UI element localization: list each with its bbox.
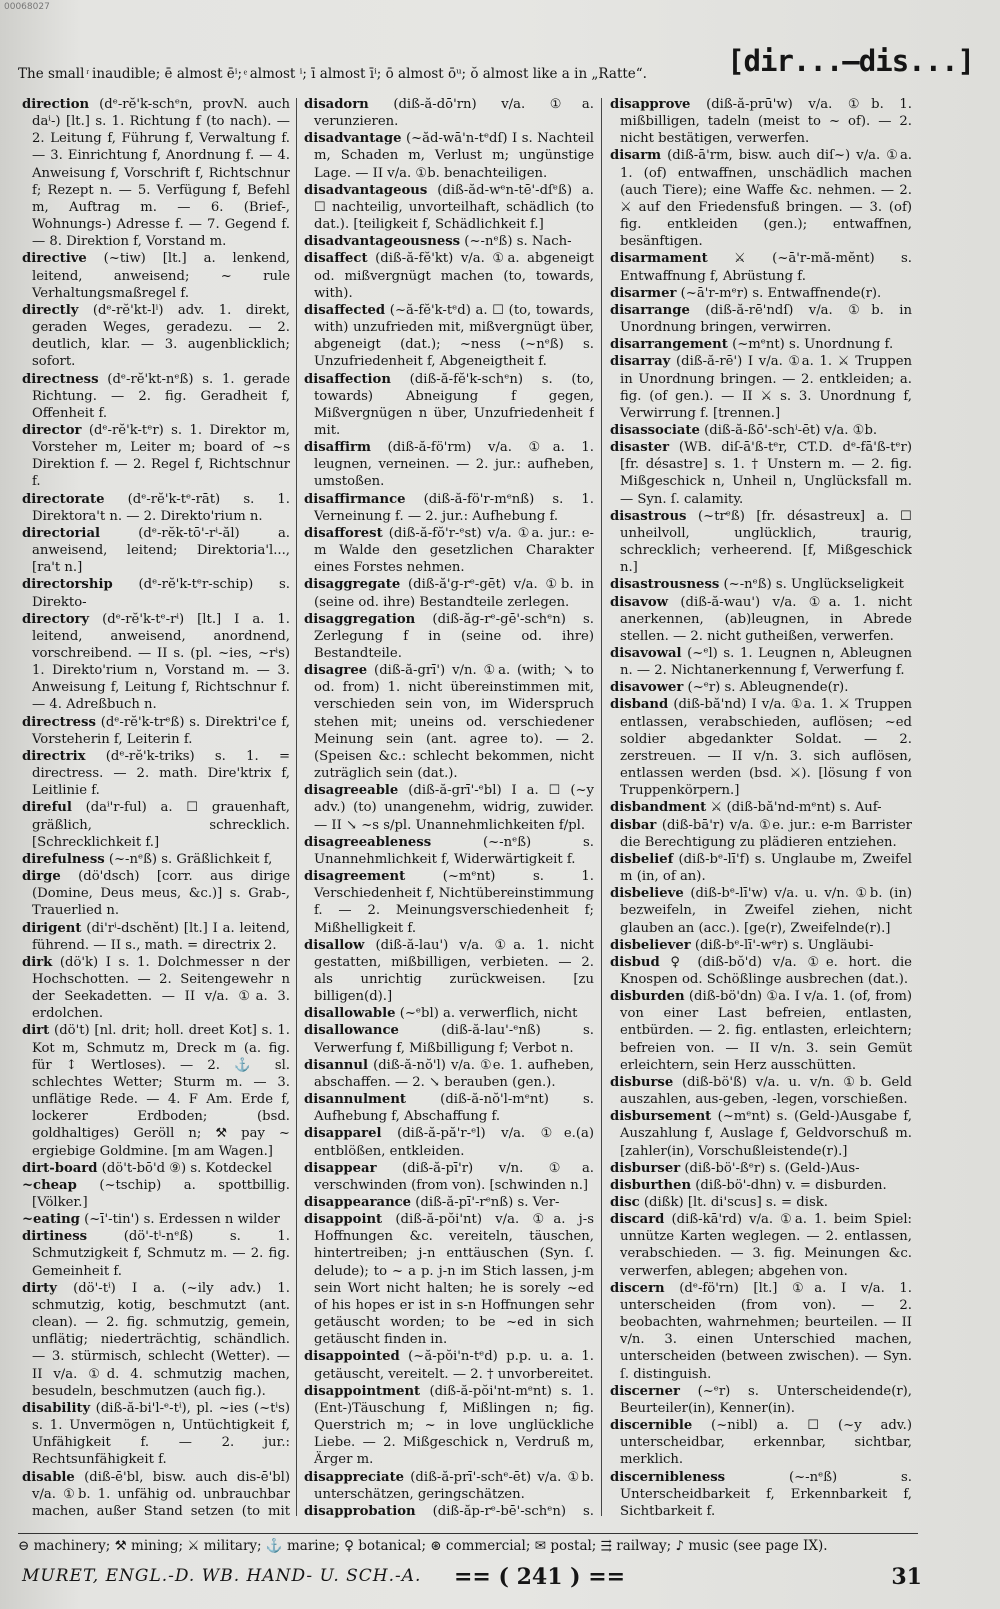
dictionary-entry — [22, 920, 290, 954]
dictionary-entry — [610, 817, 912, 851]
entry-definition: (diß-bö'-dhn) v. = disburden. — [691, 1177, 887, 1193]
column-2 — [304, 96, 594, 1520]
headword: disadvantage — [304, 131, 402, 147]
entry-definition: (~ă-fĕ'k-tᵉd) a. ☐ (to, towards, with) unzufrieden mit, mißvergnügt über, abgeneigt (dat.); ~ness (~nᵉß) s. Unzufriedenheit f, Abgeneigtheit f. — [314, 302, 594, 370]
entry-definition: (dißk) [lt. di'scus] s. = disk. — [639, 1195, 828, 1210]
headword: disable — [22, 1469, 75, 1485]
headword: disarmer — [610, 285, 677, 301]
dictionary-entry — [22, 302, 290, 371]
dictionary-entry — [304, 1348, 594, 1382]
entry-definition: (diß-ă'g-rᵉ-gēt) v/a. ①b. in (seine od. ihre) Bestandteile zerlegen. — [314, 577, 594, 610]
dictionary-entry — [610, 696, 912, 799]
headword: disavow — [610, 594, 669, 610]
entry-definition: (diß-ăp-rᵉ-bē'-schᵉn) s. — [432, 1503, 594, 1519]
headword: disavower — [610, 680, 684, 696]
headword: disburse — [610, 1074, 674, 1090]
entry-definition: (~-nᵉß) s. Nach- — [460, 234, 572, 250]
entry-definition: (diß-ă-fĕ'k-schᵉn) s. (to, towards) Abneigung f gegen, Mißvergnügen n über, Unzufriedenheit f mit. — [314, 371, 594, 438]
dictionary-entry — [304, 1194, 594, 1211]
headword: disastrous — [610, 508, 687, 524]
dictionary-entry — [304, 782, 594, 833]
entry-definition: (~-nᵉß) s. Gräßlichkeit f, — [104, 851, 273, 867]
headword: dirty — [22, 1280, 57, 1296]
headword: disaster — [610, 440, 670, 456]
headword: disapprove — [610, 97, 691, 112]
dictionary-entry — [610, 285, 912, 302]
entry-definition: (diß-ă-rē'ndſ) v/a. ①b. in Unordnung bringen, verwirren. — [620, 302, 912, 336]
entry-definition: (~-nᵉß) s. Unannehmlichkeit f, Widerwärtigkeit f. — [314, 834, 594, 867]
entry-definition: (diß-ă-prī'-schᵉ-ēt) v/a. ①b. unterschätzen, geringschätzen. — [314, 1469, 594, 1502]
entry-definition: (diß-ă-lau') v/a. ①a. 1. nicht gestatten, mißbilligen, verbieten. — 2. als unrichtig zurückweisen. [zu billigen(d).] — [314, 937, 594, 1005]
entry-definition: (diß-ă-pŏi'nt) v/a. ①a. j-s Hoffnungen &c. vereiteln, täuschen, hintertreiben; j-n enttäuschen (Syn. ſ. delude); to ~ a p. j-n im Stich lassen, j-m sein Wort nicht halten; he is sorely ~ed of his hopes er ist in s-n Hoffnungen sehr getäuscht worden; to be ~ed in sich getäuscht finden in. — [314, 1212, 594, 1348]
headword: disallow — [304, 937, 365, 953]
headword: discernibleness — [610, 1469, 726, 1485]
entry-definition: (~ăd-wā'n-tᵉdſ) I s. Nachteil m, Schaden m, Verlust m; ungünstige Lage. — II v/a. ①b. benachteiligen. — [314, 131, 594, 181]
headword: directorate — [22, 491, 105, 507]
dictionary-entry — [610, 576, 912, 593]
dictionary-entry — [304, 1160, 594, 1194]
dictionary-entry — [610, 988, 912, 1074]
entry-definition: (diß-ă-rē') I v/a. ①a. 1. ⚔ Truppen in Unordnung bringen. — 2. entkleiden; a. fig. (of gen.). — II ⚔ s. 3. Unordnung f, Verwirrung f. [trennen.] — [620, 354, 912, 421]
dictionary-entry — [304, 1383, 594, 1469]
dictionary-entry — [610, 1280, 912, 1383]
dictionary-entry — [610, 594, 912, 645]
dictionary-entry — [304, 250, 594, 301]
entry-definition: (diß-ă-prū'w) v/a. ①b. 1. mißbilligen, tadeln (meist to ~ of). — 2. nicht bestätigen, verwerfen. — [620, 97, 912, 147]
entry-definition: (daⁱ'r-ful) a. ☐ grauenhaft, gräßlich, schrecklich. [Schrecklichkeit f.] — [32, 800, 290, 850]
entry-definition: (dᵉ-rĕ'k-triks) s. 1. = directress. — 2. math. Dire'ktrix f, Leitlinie f. — [32, 748, 290, 799]
dictionary-entry — [304, 233, 594, 250]
dictionary-entry — [610, 1177, 912, 1194]
headword: disapprobation — [304, 1503, 416, 1519]
dictionary-entry — [610, 679, 912, 696]
dictionary-entry — [304, 1057, 594, 1091]
dictionary-entry — [610, 302, 912, 336]
entry-definition: (dö'k) I s. 1. Dolchmesser n der Hochschotten. — 2. Seitengewehr n der Seekadetten. — II v/a. ①a. 3. erdolchen. — [32, 954, 290, 1022]
entry-definition: (diß-bö'-ßᵉr) s. (Geld-)Aus- — [680, 1160, 860, 1176]
dictionary-entry — [22, 1211, 290, 1228]
dictionary-entry — [610, 96, 912, 147]
entry-definition: (diß-ă-lau'-ᵉnß) s. Verwerfung f, Mißbilligung f; Verbot n. — [314, 1023, 594, 1056]
entry-definition: (di'rⁱ-dschĕnt) [lt.] I a. leitend, führend. — II s., math. = directrix 2. — [32, 920, 290, 953]
dictionary-entry — [610, 1469, 912, 1520]
dictionary-entry — [610, 1160, 912, 1177]
dictionary-entry — [304, 371, 594, 440]
entry-definition: (~ᵉl) s. 1. Leugnen n, Ableugnen n. — 2. Nichtanerkennung f, Verwerfung f. — [620, 646, 912, 679]
headword: disadvantageousness — [304, 234, 461, 250]
entry-definition: (~ᵉr) s. Ableugnende(r). — [683, 680, 849, 696]
entry-definition: (diß-ă-fö'r-mᵉnß) s. 1. Verneinung f. — 2. jur.: Aufhebung f. — [314, 491, 594, 524]
dictionary-entry — [22, 714, 290, 748]
guide-words: [dir...—dis...] — [727, 44, 974, 78]
dictionary-entry — [22, 422, 290, 491]
headword: disburthen — [610, 1177, 692, 1193]
headword: disburden — [610, 989, 685, 1005]
dictionary-entry — [610, 1074, 912, 1108]
entry-definition: (diß-bö'dn) ①a. I v/a. 1. (of, from) von einer Last befreien, entlasten, entbürden. — 2. fig. entlasten, erleichtern; befreien von. — II v/n. 3. sein Gemüt erleichtern, sein Herz ausschütten. — [620, 989, 912, 1073]
headword: discern — [610, 1280, 665, 1296]
page-footer — [22, 1564, 922, 1598]
dictionary-entry — [22, 576, 290, 610]
dictionary-entry — [610, 439, 912, 508]
dictionary-entry — [610, 1211, 912, 1280]
headword: directrix — [22, 748, 86, 764]
dictionary-entry — [304, 302, 594, 371]
headword: disagreeable — [304, 783, 399, 799]
headword: disbeliever — [610, 937, 691, 953]
entry-definition: (dᵉ-rĕ'k-tᵉr-schip) s. Direkto- — [32, 577, 290, 610]
headword: disaggregation — [304, 611, 416, 627]
headword: disc — [610, 1195, 640, 1210]
headword: directive — [22, 251, 87, 267]
entry-definition: (dᵉ-rĕk-tō'-rⁱ-ăl) a. anweisend, leitend; Direktoria'l..., [ra't n.] — [32, 525, 290, 576]
headword: discerner — [610, 1383, 680, 1399]
headword: direfulness — [22, 851, 105, 867]
dictionary-entry — [610, 353, 912, 422]
entry-definition: (~mᵉnt) s. (Geld-)Ausgabe f, Auszahlung f, Auslage f, Geldvorschuß m. [zahler(in), Vorschußleistende(r).] — [620, 1109, 912, 1159]
headword: dirt-board — [22, 1160, 98, 1176]
headword: disappoint — [304, 1212, 383, 1228]
pronunciation-key: The small ͬ inaudible; ē almost ēⁱ; ͤ almost ⁱ; ī almost īⁱ; ō almost ōᵘ; ŏ almost like a in „Ratte“. — [18, 66, 647, 82]
dictionary-entry — [22, 851, 290, 868]
page-number: == ( 241 ) == — [454, 1564, 626, 1590]
headword: disarrangement — [610, 337, 728, 353]
dictionary-entry — [22, 748, 290, 799]
entry-definition: (diß-kā'rd) v/a. ①a. 1. beim Spiel: unnütze Karten weglegen. — 2. entlassen, verabschieden. — 3. fig. Meinungen &c. verwerfen, ablegen; abgehen von. — [620, 1212, 912, 1279]
headword: direction — [22, 97, 90, 112]
symbol-legend: ⊖ machinery; ⚒ mining; ⚔ military; ⚓ marine; ♀ botanical; ⊛ commercial; ✉ postal; ⇶ railway; ♪ music (see page IX). — [18, 1533, 918, 1554]
dictionary-entry — [610, 508, 912, 577]
dictionary-entry — [22, 1022, 290, 1159]
entry-definition: (diß-ă-grī'-ᵉbl) I a. ☐ (~y adv.) (to) unangenehm, widrig, zuwider. — II ↘ ~s s/pl. Unannehmlichkeiten f/pl. — [314, 783, 594, 833]
dictionary-entry — [610, 645, 912, 679]
headword: disarray — [610, 354, 671, 370]
column-divider — [601, 98, 602, 1516]
dictionary-entry — [610, 250, 912, 284]
entry-definition: (dö'dsch) [corr. aus dirige (Domine, Deus meus, &c.)] s. Grab-, Trauerlied n. — [32, 869, 290, 919]
headword: discard — [610, 1212, 665, 1228]
entry-definition: ⚔ (~ā'r-mă-mĕnt) s. Entwaffnung f, Abrüstung f. — [620, 251, 912, 284]
headword: disbelief — [610, 851, 674, 867]
entry-definition: (diß-ă-nŏ'l-mᵉnt) s. Aufhebung f, Abschaffung f. — [314, 1092, 594, 1125]
entry-definition: (dᵉ-rĕ'k-trᵉß) s. Direktri'ce f, Vorsteherin f, Leiterin f. — [32, 714, 290, 747]
entry-definition: (diß-ă-ßō'-schⁱ-ēt) v/a. ①b. — [699, 422, 878, 438]
headword: direful — [22, 800, 72, 816]
entry-definition: (~trᵉß) [fr. désastreux] a. ☐ unheilvoll, unglücklich, traurig, schrecklich; verheerend. [f, Mißgeschick n.] — [620, 508, 912, 576]
headword: disagreement — [304, 869, 406, 885]
headword: discernible — [610, 1418, 693, 1434]
dictionary-entry — [304, 868, 594, 937]
dictionary-entry — [304, 834, 594, 868]
dictionary-entry — [304, 130, 594, 181]
dictionary-entry — [22, 491, 290, 525]
entry-definition: (~tiw) [lt.] a. lenkend, leitend, anweisend; ~ rule Verhaltungsmaßregel f. — [32, 251, 290, 301]
headword: directress — [22, 714, 96, 730]
headword: disavowal — [610, 646, 682, 661]
headword: dirt — [22, 1023, 50, 1039]
headword: disbandment — [610, 800, 707, 816]
headword: disagreeableness — [304, 834, 432, 850]
dictionary-entry — [22, 1469, 290, 1521]
headword: disaffirm — [304, 440, 371, 456]
dictionary-entry — [304, 1022, 594, 1056]
dictionary-entry — [22, 868, 290, 919]
entry-definition: (diß-ă-pī'r) v/n. ①a. verschwinden (from von). [schwinden n.] — [314, 1160, 594, 1193]
headword: disbelieve — [610, 886, 684, 902]
entry-definition: (~-nᵉß) s. Unterscheidbarkeit f, Erkennbarkeit f, Sichtbarkeit f. — [620, 1469, 912, 1519]
dictionary-entry — [610, 1108, 912, 1159]
dictionary-entry — [610, 1417, 912, 1468]
publisher-line: MURET, ENGL.-D. WB. HAND- U. SCH.-A. — [22, 1566, 422, 1586]
dictionary-entry — [304, 182, 594, 233]
headword: dirigent — [22, 920, 82, 936]
headword: disappointment — [304, 1383, 421, 1399]
headword: disallowance — [304, 1023, 399, 1039]
headword: disaffirmance — [304, 491, 406, 507]
entry-definition: ⚔ (diß-bă'nd-mᵉnt) s. Auf- — [706, 800, 882, 816]
dictionary-entry — [610, 1383, 912, 1417]
entry-definition: (diß-ă-bi'l-ᵉ-tⁱ), pl. ~ies (~tⁱs) s. 1. Unvermögen n, Untüchtigkeit f, Unfähigkeit f. — 2. jur.: Rechtsunfähigkeit f. — [32, 1400, 290, 1468]
entry-definition: (dᵉ-rĕ'kt-lⁱ) adv. 1. direkt, geraden Weges, geradezu. — 2. deutlich, klar. — 3. augenblicklich; sofort. — [32, 302, 290, 370]
dictionary-entry — [22, 1160, 290, 1177]
headword: disarrange — [610, 302, 690, 318]
dictionary-entry — [610, 851, 912, 885]
headword: disannul — [304, 1057, 368, 1073]
headword: disbar — [610, 817, 657, 833]
entry-definition: (dö't) [nl. drit; holl. dreet Kot] s. 1. Kot m, Schmutz m, Dreck m (a. fig. für ↕ Wertloses). — 2. ⚓ sl. schlechtes Wetter; Sturm m. — 3. unflätige Rede. — 4. F Am. Erde f, lockerer Erdboden; (bsd. goldhaltiges) Geröll n; ⚒ pay ~ ergiebige Goldmine. [m am Wagen.] — [32, 1023, 290, 1159]
headword: dirge — [22, 869, 61, 885]
entry-definition: (diß-bö'ß) v/a. u. v/n. ①b. Geld auszahlen, aus-geben, -legen, vorschießen. — [620, 1074, 912, 1108]
entry-definition: ♀ (diß-bŏ'd) v/a. ①e. hort. die Knospen od. Schößlinge ausbrechen (dat.). — [620, 954, 912, 987]
dictionary-entry — [304, 525, 594, 576]
entry-definition: (diß-ă-fĕ'kt) v/a. ①a. abgeneigt od. mißvergnügt machen (to, towards, with). — [314, 251, 594, 301]
dictionary-entry — [304, 1125, 594, 1159]
entry-definition: (dᵉ-rĕ'k-tᵉr) s. 1. Direktor m, Vorsteher m, Leiter m; board of ~s Direktion f. — 2. Regel f, Richtschnur f. — [32, 422, 290, 490]
entry-definition: (dö't-bō'd ⑨) s. Kotdeckel — [97, 1160, 272, 1176]
dictionary-entry — [610, 1194, 912, 1211]
headword: disadorn — [304, 97, 369, 112]
entry-definition: (diß-ē'bl, bisw. auch dis-ē'bl) v/a. ①b. 1. unfähig od. unbrauchbar machen, außer Stand setzen (to mit — [32, 1469, 290, 1519]
dictionary-entry — [304, 96, 594, 130]
dictionary-entry — [304, 611, 594, 662]
headword: disappearance — [304, 1195, 412, 1210]
entry-definition: (diß-bᵉ-lī'f) s. Unglaube m, Zweifel m (in, of an). — [620, 851, 912, 885]
dictionary-entry — [304, 491, 594, 525]
dictionary-entry — [304, 937, 594, 1006]
dictionary-entry — [304, 576, 594, 610]
entry-definition: (~ă-pŏi'n-tᵉd) p.p. u. a. 1. getäuscht, vereitelt. — 2. † unvorbereitet. — [314, 1349, 594, 1382]
headword: disassociate — [610, 422, 700, 438]
entry-definition: (diß-ă-nŏ'l) v/a. ①e. 1. aufheben, abschaffen. — 2. ↘ berauben (gen.). — [314, 1057, 594, 1090]
entry-definition: (diß-bă'nd) I v/a. ①a. 1. ⚔ Truppen entlassen, verabschieden, auflösen; ~ed soldier abgedankter Soldat. — 2. zerstreuen. — II v/n. 3. sich auflösen, entlassen werden (bsd. ⚔). [lösung f von Truppenkörpern.] — [620, 697, 912, 799]
entry-definition: (~ᵉbl) a. verwerflich, nicht — [395, 1006, 578, 1022]
headword: disband — [610, 697, 669, 713]
headword: ~cheap — [22, 1177, 77, 1193]
entry-definition: (diß-ă-pă'r-ᵉl) v/a. ①e.(a) entblößen, entkleiden. — [314, 1126, 594, 1159]
dictionary-entry — [22, 611, 290, 714]
headword: directly — [22, 302, 79, 318]
entry-definition: (~mᵉnt) s. 1. Verschiedenheit f, Nichtübereinstimmung f. — 2. Meinungsverschiedenheit f; Mißhelligkeit f. — [314, 869, 594, 936]
dictionary-entry — [22, 799, 290, 850]
headword: disarmament — [610, 251, 708, 267]
headword: directory — [22, 611, 90, 627]
dictionary-entry — [610, 885, 912, 936]
dictionary-entry — [22, 96, 290, 250]
dictionary-entry — [610, 422, 912, 439]
entry-definition: (diß-ăg-rᵉ-gē'-schᵉn) s. Zerlegung f in (seine od. ihre) Bestandteile. — [314, 611, 594, 661]
entry-definition: (dö'-tⁱ-nᵉß) s. 1. Schmutzigkeit f, Schmutz m. — 2. fig. Gemeinheit f. — [32, 1229, 290, 1279]
headword: disburser — [610, 1160, 681, 1176]
headword: disaffected — [304, 302, 386, 318]
entry-definition: (diß-ă-dō'rn) v/a. ①a. verunzieren. — [314, 97, 594, 130]
headword: disarm — [610, 148, 662, 164]
dictionary-entry — [610, 799, 912, 816]
dictionary-entry — [304, 1469, 594, 1503]
headword: disagree — [304, 663, 368, 679]
entry-definition: (diß-ă-grī') v/n. ①a. (with; ↘ to od. from) 1. nicht übereinstimmen mit, verschieden sein von, im Widerspruch stehen mit; uneins od. verschiedener Meinung sein (ant. agree to). — 2. (Speisen &c.: schlecht bekommen, nicht zuträglich sein (dat.). — [314, 663, 594, 782]
entry-definition: (~-nᵉß) s. Unglückseligkeit — [719, 577, 904, 593]
headword: disadvantageous — [304, 182, 428, 198]
dictionary-entry — [304, 1503, 594, 1520]
entry-definition: (~mᵉnt) s. Unordnung f. — [727, 337, 894, 353]
dictionary-entry — [22, 1280, 290, 1400]
entry-definition: (diß-ă-fö'rm) v/a. ①a. 1. leugnen, verneinen. — 2. jur.: aufheben, umstoßen. — [314, 440, 594, 490]
sheet-number: 31 — [891, 1564, 922, 1590]
entry-definition: (dᵉ-rĕ'k-tᵉ-rⁱ) [lt.] I a. 1. leitend, anweisend, anordnend, vorschreibend. — II s. (pl. ~ies, ~rⁱs) 1. Direkto'rium n, Vorstand m. — 3. Anweisung f, Leitung f, Richtschnur f. — 4. Adreßbuch n. — [32, 611, 290, 713]
headword: disallowable — [304, 1006, 396, 1022]
entry-definition: (diß-bā'r) v/a. ①e. jur.: e-m Barrister die Berechtigung zu plädieren entziehen. — [620, 817, 912, 850]
entry-definition: (dö'-tⁱ) I a. (~ily adv.) 1. schmutzig, kotig, beschmutzt (ant. clean). — 2. fig. schmutzig, gemein, unflätig; niederträchtig, schändlich. — 3. stürmisch, schlecht (Wetter). — II v/a. ①d. 4. schmutzig machen, besudeln, beschmutzen (auch fig.). — [32, 1280, 290, 1399]
dictionary-entry — [22, 1400, 290, 1469]
column-1 — [22, 96, 290, 1520]
entry-definition: (WB. diſ-ā'ß-tᵉr, CT.D. dᵉ-fā'ß-tᵉr) [fr. désastre] s. 1. † Unstern m. — 2. fig. Mißgeschick n, Unheil n, Unglücksfall m. — Syn. ſ. calamity. — [620, 440, 912, 507]
entry-definition: (diß-ā'rm, bisw. auch diſ~) v/a. ①a. 1. (of) entwaffnen, unschädlich machen (auch Tiere); eine Waffe &c. nehmen. — 2. ⚔ auf den Friedensfuß bringen. — 3. (of) fig. entkleiden (gen.); entwaffnen, besänftigen. — [620, 148, 912, 250]
dictionary-entry — [22, 250, 290, 301]
dictionary-entry — [22, 371, 290, 422]
headword: disaffect — [304, 251, 368, 267]
headword: disastrousness — [610, 577, 720, 593]
headword: ~eating — [22, 1212, 80, 1228]
headword: director — [22, 422, 82, 438]
entry-definition: (diß-ă-fŏ'r-ᵉst) v/a. ①a. jur.: e-m Walde den gesetzlichen Charakter eines Forstes nehmen. — [314, 525, 594, 576]
entry-definition: (diß-bᵉ-lī'w) v/a. u. v/n. ①b. (in) bezweifeln, in Zweifel ziehen, nicht glauben an (acc.). [ge(r), Zweifelnde(r).] — [620, 886, 912, 936]
headword: disaffection — [304, 371, 391, 387]
headword: disappointed — [304, 1349, 400, 1365]
entry-definition: (diß-ă-pŏi'nt-mᵉnt) s. 1. (Ent-)Täuschung f, Mißlingen n; fig. Querstrich m; ~ in love unglückliche Liebe. — 2. Mißgeschick n, Verdruß m, Ärger m. — [314, 1383, 594, 1468]
entry-definition: (~nibl) a. ☐ (~y adv.) unterscheidbar, erkennbar, sichtbar, merklich. — [620, 1418, 912, 1468]
headword: disafforest — [304, 525, 383, 541]
headword: disbud — [610, 954, 660, 970]
entry-definition: (dᵉ-rĕ'kt-nᵉß) s. 1. gerade Richtung. — 2. fig. Geradheit f, Offenheit f. — [32, 371, 290, 421]
column-divider — [296, 98, 297, 1516]
headword: disapparel — [304, 1126, 382, 1142]
dictionary-entry — [304, 1091, 594, 1125]
dictionary-entry — [610, 937, 912, 954]
entry-definition: (diß-ăd-wᵉn-tē'-dſᵉß) a. ☐ nachteilig, unvorteilhaft, schädlich (to dat.). [teiligkeit f, Schädlichkeit f.] — [314, 182, 594, 233]
headword: disappear — [304, 1160, 377, 1176]
entry-definition: (~ī'-tin') s. Erdessen n wilder — [79, 1212, 280, 1228]
headword: disannulment — [304, 1092, 406, 1108]
dictionary-entry — [304, 1005, 594, 1022]
scan-id: 00068027 — [4, 2, 50, 12]
dictionary-entry — [22, 954, 290, 1023]
dictionary-entry — [304, 1211, 594, 1348]
entry-definition: (~tschip) a. spottbillig. [Völker.] — [32, 1177, 290, 1210]
dictionary-entry — [304, 439, 594, 490]
headword: directness — [22, 371, 99, 387]
headword: directorial — [22, 525, 100, 541]
entry-definition: (~ā'r-mᵉr) s. Entwaffnende(r). — [676, 285, 882, 301]
entry-definition: (diß-ă-wau') v/a. ①a. 1. nicht anerkennen, (ab)leugnen, in Abrede stellen. — 2. nicht gutheißen, verwerfen. — [620, 594, 912, 644]
entry-definition: (~ᵉr) s. Unterscheidende(r), Beurteiler(in), Kenner(in). — [620, 1383, 912, 1416]
column-3 — [610, 96, 912, 1520]
headword: disability — [22, 1400, 91, 1416]
entry-definition: (dᵉ-rĕ'k-schᵉn, provN. auch daⁱ-) [lt.] s. 1. Richtung f (to nach). — 2. Leitung f, Führung f, Verwaltung f. — 3. Einrichtung f, Anordnung f. — 4. Anweisung f, Vorschrift f, Richtschnur f; Rezept n. — 5. Verfügung f, Befehl m, Auftrag m. — 6. (Brief-, Wohnungs-) Adresse f. — 7. Gegend f. — 8. Direktion f, Vorstand m. — [32, 97, 290, 250]
entry-definition: (diß-bᵉ-lī'-wᵉr) s. Ungläubi- — [690, 937, 874, 953]
headword: dirk — [22, 954, 53, 970]
headword: disaggregate — [304, 577, 401, 593]
dictionary-entry — [610, 954, 912, 988]
headword: disappreciate — [304, 1469, 405, 1485]
entry-definition: (diß-ă-pī'-rᵉnß) s. Ver- — [411, 1195, 560, 1210]
dictionary-entry — [610, 147, 912, 250]
dictionary-entry — [22, 525, 290, 576]
entry-definition: (dᵉ-rĕ'k-tᵉ-rāt) s. 1. Direktora't n. — 2. Direkto'rium n. — [32, 491, 290, 524]
entry-definition: (dᵉ-fö'rn) [lt.] ①a. I v/a. 1. unterscheiden (from von). — 2. beobachten, wahrnehmen; beurteilen. — II v/n. 3. einen Unterschied machen, unterscheiden (between zwischen). — Syn. ſ. distinguish. — [620, 1280, 912, 1382]
headword: disbursement — [610, 1109, 712, 1125]
dictionary-entry — [610, 336, 912, 353]
headword: directorship — [22, 577, 113, 593]
headword: dirtiness — [22, 1229, 88, 1245]
dictionary-entry — [304, 662, 594, 782]
dictionary-entry — [22, 1177, 290, 1211]
dictionary-entry — [22, 1228, 290, 1279]
